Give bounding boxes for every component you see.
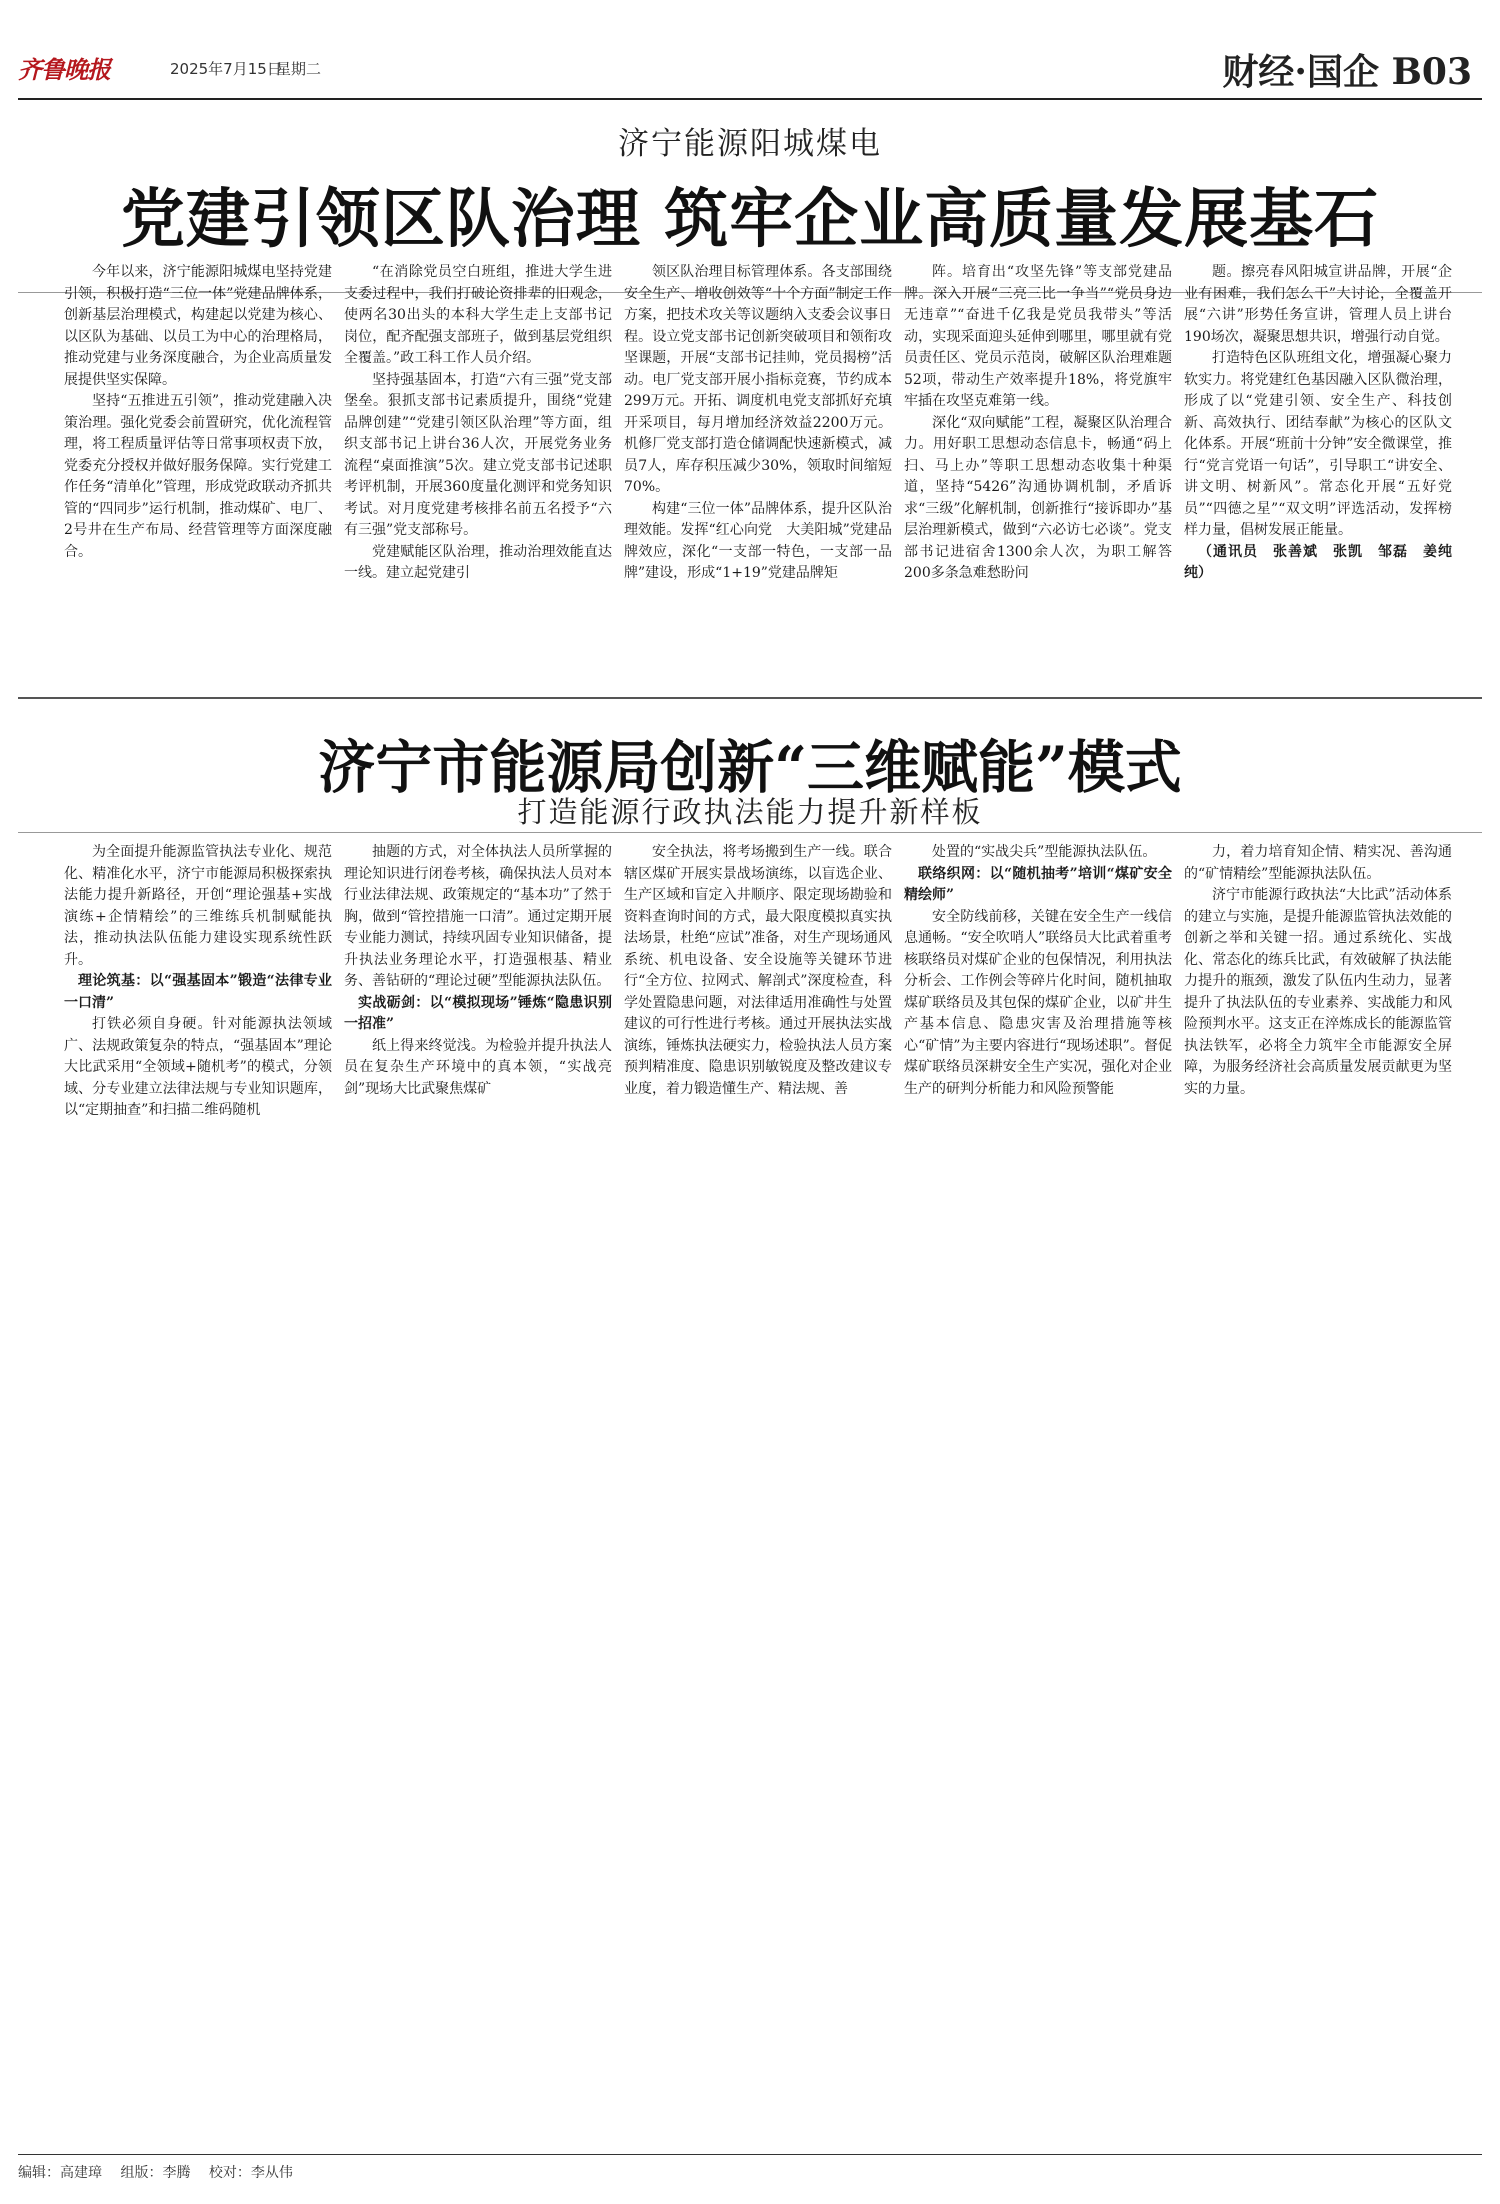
newspaper-logo: 齐鲁晚报 <box>18 55 110 84</box>
layout-credit: 组版：李腾 <box>120 2165 191 2181</box>
article-2-column <box>344 842 612 1232</box>
article-2-subheadline: 打造能源行政执法能力提升新样板 <box>517 795 983 829</box>
footer-divider <box>18 2154 1482 2155</box>
article-1-column <box>624 262 892 688</box>
article-1-headline: 党建引领区队治理 筑牢企业高质量发展基石 <box>120 182 1380 257</box>
paragraph: 打铁必须自身硬。针对能源执法领域广、法规政策复杂的特点，“强基固本”理论大比武采用“全领域+随机考”的模式，分领域、分专业建立法律法规与专业知识题库，以“定期抽查”和扫描二维码随机 <box>64 1016 332 1118</box>
article-1-body <box>64 262 1456 688</box>
paragraph: 打造特色区队班组文化，增强凝心聚力软实力。将党建红色基因融入区队微治理，形成了以“党建引领、安全生产、科技创新、高效执行、团结奉献”为核心的区队文化体系。开展“班前十分钟”安全微课堂，推行“党言党语一句话”，引导职工“讲安全、讲文明、树新风”。常态化开展“五好党员”“四德之星”“双文明”评选活动，发挥榜样力量，倡树发展正能量。 <box>1184 350 1452 538</box>
paragraph: 力，着力培育知企情、精实况、善沟通的“矿情精绘”型能源执法队伍。 <box>1184 844 1452 882</box>
paragraph: 处置的“实战尖兵”型能源执法队伍。 <box>932 844 1157 860</box>
header-divider <box>18 98 1482 100</box>
paragraph: 构建“三位一体”品牌体系，提升区队治理效能。发挥“红心向党 大美阳城”党建品牌效应，深化“一支部一特色，一支部一品牌”建设，形成“1+19”党建品牌矩 <box>624 500 892 581</box>
paragraph: 安全防线前移，关键在安全生产一线信息通畅。“安全吹哨人”联络员大比武着重考核联络员对煤矿企业的包保情况，利用执法分析会、工作例会等碎片化时间，随机抽取煤矿联络员及其包保的煤矿企业，以矿井生产基本信息、隐患灾害及治理措施等核心“矿情”为主要内容进行“现场述职”。督促煤矿联络员深耕安全生产实况，强化对企业生产的研判分析能力和风险预警能 <box>904 908 1172 1097</box>
paragraph: 今年以来，济宁能源阳城煤电坚持党建引领，积极打造“三位一体”党建品牌体系，创新基层治理模式，构建起以党建为核心、以区队为基础、以员工为中心的治理格局，推动党建与业务深度融合，为企业高质量发展提供坚实保障。 <box>64 264 332 388</box>
article-2-body <box>64 842 1456 1232</box>
paragraph: 党建赋能区队治理，推动治理效能直达一线。建立起党建引 <box>344 543 612 581</box>
paragraph: 坚持“五推进五引领”，推动党建融入决策治理。强化党委会前置研究，优化流程管理，将工程质量评估等日常事项权责下放，党委充分授权并做好服务保障。实行党建工作任务“清单化”管理，形成党政联动齐抓共管的“四同步”运行机制，推动煤矿、电厂、2号井在生产布局、经营管理等方面深度融合。 <box>64 393 332 560</box>
editor-credit: 编辑：高建璋 <box>18 2165 102 2181</box>
subheading: 实战砺剑：以“模拟现场”锤炼“隐患识别一招准” <box>344 994 612 1032</box>
paragraph: 济宁市能源行政执法“大比武”活动体系的建立与实施，是提升能源监管执法效能的创新之举和关键一招。通过系统化、实战化、常态化的练兵比武，有效破解了执法能力提升的瓶颈，激发了队伍内生动力，显著提升了执法队伍的专业素养、实战能力和风险预判水平。这支正在淬炼成长的能源监管执法铁军，必将全力筑牢全市能源安全屏障，为服务经济社会高质量发展贡献更为坚实的力量。 <box>1184 887 1452 1097</box>
paragraph: 安全执法，将考场搬到生产一线。联合辖区煤矿开展实景战场演练，以盲选企业、生产区域和盲定入井顺序、限定现场勘验和资料查询时间的方式，最大限度模拟真实执法场景，杜绝“应试”准备，对生产现场通风系统、机电设备、安全设施等关键环节进行“全方位、拉网式、解剖式”深度检查，科学处置隐患问题，对法律适用准确性与处置建议的可行性进行考核。通过开展执法实战演练，锤炼执法硬实力，检验执法人员方案预判精准度、隐患识别敏锐度及整改建议专业度，着力锻造懂生产、精法规、善 <box>624 844 892 1097</box>
article-1-kicker: 济宁能源阳城煤电 <box>618 126 882 162</box>
subheading: 理论筑基：以“强基固本”锻造“法律专业一口清” <box>64 973 332 1011</box>
paragraph: 深化“双向赋能”工程，凝聚区队治理合力。用好职工思想动态信息卡，畅通“码上扫、马上办”等职工思想动态收集十种渠道，坚持“5426”沟通协调机制，矛盾诉求“三级”化解机制，创新推行“接诉即办”基层治理新模式，做到“六必访七必谈”。党支部书记进宿舍1300余人次，为职工解答200多条急难愁盼问 <box>904 414 1172 581</box>
paragraph: 纸上得来终觉浅。为检验并提升执法人员在复杂生产环境中的真本领，“实战亮剑”现场大比武聚焦煤矿 <box>344 1037 612 1097</box>
section-label: 财经·国企 B03 <box>1222 51 1472 93</box>
article-2-column <box>904 842 1172 1232</box>
subheading: 联络织网：以“随机抽考”培训“煤矿安全精绘师” <box>904 865 1172 903</box>
article-1-column <box>1184 262 1452 688</box>
article-2-column <box>624 842 892 1232</box>
article-1-column <box>64 262 332 688</box>
article-1-column <box>904 262 1172 688</box>
byline: （通讯员 张善斌 张凯 邹磊 姜纯纯） <box>1184 543 1452 581</box>
article-divider <box>18 697 1482 699</box>
paragraph: 阵。培育出“攻坚先锋”等支部党建品牌。深入开展“三亮三比一争当”“党员身边无违章”“奋进千亿我是党员我带头”等活动，实现采面迎头延伸到哪里，哪里就有党员责任区、党员示范岗，破解区队治理难题52项，带动生产效率提升18%，将党旗牢牢插在攻坚克难第一线。 <box>904 264 1172 409</box>
issue-date: 2025年7月15日 <box>170 60 282 78</box>
proof-credit: 校对：李从伟 <box>208 2165 293 2181</box>
article-2-column <box>64 842 332 1232</box>
page-footer <box>18 2162 307 2182</box>
page-header <box>18 44 1482 100</box>
paragraph: 题。擦亮春风阳城宣讲品牌，开展“企业有困难，我们怎么干”大讨论，全覆盖开展“六讲”形势任务宣讲，管理人员上讲台190场次，凝聚思想共识，增强行动自觉。 <box>1184 264 1452 345</box>
paragraph: 为全面提升能源监管执法专业化、规范化、精准化水平，济宁市能源局积极探索执法能力提升新路径，开创“理论强基+实战演练+企情精绘”的三维练兵机制赋能执法，推动执法队伍能力建设实现系统性跃升。 <box>64 844 332 968</box>
issue-weekday: 星期二 <box>276 60 322 78</box>
paragraph: 抽题的方式，对全体执法人员所掌握的理论知识进行闭卷考核，确保执法人员对本行业法律法规、政策规定的“基本功”了然于胸，做到“管控措施一口清”。通过定期开展专业能力测试，持续巩固专业知识储备，提升执法业务理论水平，打造强根基、精业务、善钻研的“理论过硬”型能源执法队伍。 <box>344 844 612 989</box>
article-2-column <box>1184 842 1452 1232</box>
paragraph: 坚持强基固本，打造“六有三强”党支部堡垒。狠抓支部书记素质提升，围绕“党建品牌创建”“党建引领区队治理”等方面，组织支部书记上讲台36人次，开展党务业务流程“桌面推演”5次。建立党支部书记述职考评机制，开展360度量化测评和党务知识考试。对月度党建考核排名前五名授予“六有三强”党支部称号。 <box>344 371 612 538</box>
paragraph: 领区队治理目标管理体系。各支部围绕安全生产、增收创效等“十个方面”制定工作方案，把技术攻关等议题纳入支委会议事日程。设立党支部书记创新突破项目和领衔攻坚课题，开展“支部书记挂帅，党员揭榜”活动。电厂党支部开展小指标竞赛，节约成本299万元。开拓、调度机电党支部抓好充填开采项目，每月增加经济效益2200万元。机修厂党支部打造仓储调配快速新模式，减员7人，库存积压减少30%，领取时间缩短70%。 <box>624 264 892 495</box>
article-2-headline: 济宁市能源局创新“三维赋能”模式 <box>318 734 1182 801</box>
article-2-rule <box>18 832 1482 833</box>
paragraph: “在消除党员空白班组，推进大学生进支委过程中，我们打破论资排辈的旧观念，使两名30出头的本科大学生走上支部书记岗位，配齐配强支部班子，做到基层党组织全覆盖。”政工科工作人员介绍。 <box>344 264 612 366</box>
article-1-column <box>344 262 612 688</box>
